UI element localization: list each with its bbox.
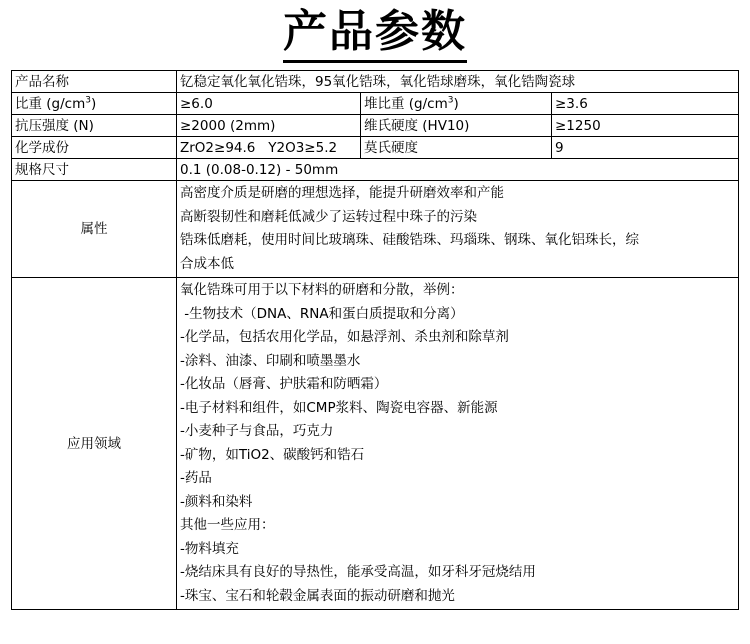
applications-line: -生物技术（DNA、RNA和蛋白质提取和分离） (180, 305, 464, 322)
composition-label: 化学成份 (12, 137, 177, 159)
properties-line: 高断裂韧性和磨耗低减少了运转过程中珠子的污染 (180, 208, 477, 225)
row-applications (12, 278, 739, 610)
density-value: ≥6.0 (177, 93, 361, 115)
properties-line: 高密度介质是研磨的理想选择，能提升研磨效率和产能 (180, 185, 504, 201)
applications-line: 其他一些应用： (180, 517, 275, 533)
vickers-value: ≥1250 (552, 115, 739, 137)
size-label: 规格尺寸 (12, 159, 177, 181)
mohs-value: 9 (552, 137, 739, 159)
applications-line: -珠宝、宝石和轮毂金属表面的振动研磨和抛光 (180, 587, 455, 604)
title-area (0, 0, 750, 68)
row-strength (12, 115, 739, 137)
applications-line: -烧结床具有良好的导热性，能承受高温，如牙科牙冠烧结用 (180, 564, 536, 580)
strength-label: 抗压强度 (N) (12, 115, 177, 137)
bulk-density-value: ≥3.6 (552, 93, 739, 115)
applications-line: -涂料、油漆、印刷和喷墨墨水 (180, 352, 361, 369)
applications-line: -物料填充 (180, 540, 239, 557)
spec-table (11, 70, 739, 610)
applications-value (177, 278, 739, 610)
applications-line: -小麦种子与食品，巧克力 (180, 423, 334, 439)
properties-line: 合成本低 (180, 255, 234, 272)
row-size (12, 159, 739, 181)
row-composition (12, 137, 739, 159)
row-properties (12, 181, 739, 278)
applications-line: -药品 (180, 470, 212, 486)
mohs-label: 莫氏硬度 (361, 137, 552, 159)
composition-value: ZrO2≥94.6 Y2O3≥5.2 (177, 137, 361, 159)
applications-line: -化妆品（唇膏、护肤霜和防晒霜） (180, 376, 388, 392)
properties-value (177, 181, 739, 278)
applications-line: -矿物，如TiO2、碳酸钙和锆石 (180, 446, 365, 463)
applications-line: -化学品，包括农用化学品，如悬浮剂、杀虫剂和除草剂 (180, 329, 509, 345)
vickers-label: 维氏硬度 (HV10) (361, 115, 552, 137)
product-name-label: 产品名称 (12, 71, 177, 93)
applications-line: -颜料和染料 (180, 493, 253, 510)
applications-label: 应用领域 (12, 278, 177, 610)
applications-line: -电子材料和组件，如CMP浆料、陶瓷电容器、新能源 (180, 399, 498, 416)
strength-value: ≥2000 (2mm) (177, 115, 361, 137)
product-name-value: 钇稳定氧化氧化锆珠，95氧化锆珠，氧化锆球磨珠，氧化锆陶瓷球 (177, 71, 739, 93)
bulk-density-label: 堆比重 $(g/cm^3)$ (361, 93, 552, 115)
applications-line: 氧化锆珠可用于以下材料的研磨和分散，举例： (180, 282, 464, 298)
density-label: 比重 $(g/cm^3)$ (12, 93, 177, 115)
row-density (12, 93, 739, 115)
row-product-name (12, 71, 739, 93)
properties-line: 锆珠低磨耗，使用时间比玻璃珠、硅酸锆珠、玛瑙珠、钢珠、氧化铝珠长，综 (180, 232, 639, 248)
page-title: 产品参数 (283, 0, 467, 63)
size-value: 0.1 (0.08-0.12) - 50mm (177, 159, 739, 181)
properties-label: 属性 (12, 181, 177, 278)
